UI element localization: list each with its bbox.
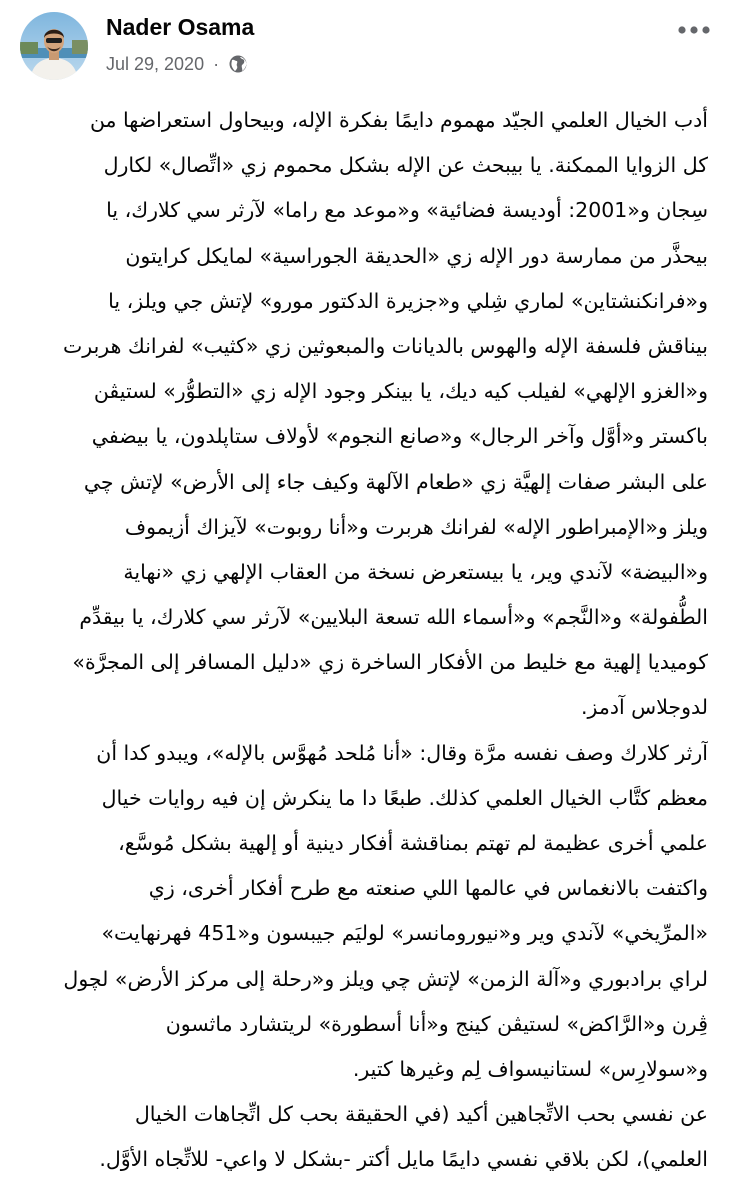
avatar-photo-icon: [20, 12, 88, 80]
more-options-button[interactable]: [672, 16, 716, 44]
post-text-line: أدب الخيال العلمي الجيّد مهموم دايمًا بفكرة الإله، وبيحاول استعراضها من: [89, 108, 708, 132]
post-meta: [106, 52, 248, 76]
post-text-line: بيناقش فلسفة الإله والهوس بالديانات والمبعوثين زي «كثيب» لفرانك هربرت: [62, 333, 708, 358]
post-text-line: كوميديا إلهية مع خليط من الأفكار الساخرة زي «دليل المسافر إلى المجرَّة»: [72, 650, 708, 675]
post-text-line: علمي أخرى عظيمة لم تهتم بمناقشة أفكار دينية أو إلهية بشكل مُوسَّع،: [118, 831, 708, 855]
post-text-line: الطُّفولة» و«النَّجم» و«أسماء الله تسعة البلايين» لآرثر سي كلارك، يا بيقدِّم: [79, 605, 708, 630]
post-text-line: و«فرانكنشتاين» لماري شِلي و«جزيرة الدكتور مورو» لإتش جي ويلز، يا: [108, 288, 708, 313]
post-text-line: عن نفسي بحب الاتِّجاهين أكيد (في الحقيقة بحب كل اتِّجاهات الخيال: [134, 1102, 708, 1127]
post-text-line: و«الغزو الإلهي» لفيلب كيه ديك، يا بينكر وجود الإله زي «التطوُّر» لستيڤن: [93, 379, 708, 404]
meta-separator: ·: [213, 53, 220, 74]
avatar[interactable]: [20, 12, 88, 80]
post-timestamp[interactable]: Jul 29, 2020: [106, 53, 205, 74]
post-text-line: لراي برادبوري و«آلة الزمن» لإتش چي ويلز و«رحلة إلى مركز الأرض» لچول: [63, 966, 708, 991]
post-text-line: ويلز و«الإمبراطور الإله» لفرانك هربرت و«أنا روبوت» لآيزاك أزيموف: [124, 514, 708, 539]
post-text-line: ڤِرن و«الرَّاكض» لستيڤن كينج و«أنا أسطورة» لريتشارد ماثسون: [165, 1011, 708, 1036]
post-header: [0, 0, 729, 100]
post-text-line: و«سولارِس» لستانيسواف لِم وغيرها كتير.: [352, 1056, 708, 1081]
post-text-line: باكستر و«أوَّل وآخر الرجال» و«صانع النجوم» لأولاف ستاپلدون، يا بيضفي: [91, 424, 708, 449]
post-text-line: معظم كتَّاب الخيال العلمي كذلك. طبعًا دا ما ينكرش إن فيه روايات خيال: [101, 785, 708, 810]
post-text-line: كل الزوايا الممكنة. يا بيبحث عن الإله بشكل محموم زي «اتِّصال» لكارل: [103, 153, 708, 178]
post-text-line: لدوجلاس آدمز.: [581, 695, 708, 720]
post-text-line: آرثر كلارك وصف نفسه مرَّة وقال: «أنا مُلحد مُهوَّس بالإله»، ويبدو كدا أن: [96, 740, 708, 765]
globe-icon[interactable]: [228, 54, 248, 74]
post-text-line: «المرِّيخي» لآندي وير و«نيورومانسر» لوليَم جيبسون و«451 فهرنهايت»: [101, 921, 708, 946]
post-text-line: و«البيضة» لآندي وير، يا بيستعرض نسخة من العقاب الإلهي زي «نهاية: [123, 559, 708, 584]
post-text-line: العلمي)، لكن بلاقي نفسي دايمًا مايل أكتر -بشكل لا واعي- للاتِّجاه الأوَّل.: [99, 1147, 708, 1172]
post-text-line: بيحذَّر من ممارسة دور الإله زي «الحديقة الجوراسية» لمايكل كرايتون: [125, 243, 708, 268]
more-horizontal-icon: [676, 25, 712, 35]
post-text: [28, 98, 708, 1183]
post-text-line: سِجان و«2001: أوديسة فضائية» و«موعد مع راما» لآرثر سي كلارك، يا: [106, 198, 708, 223]
author-name[interactable]: Nader Osama: [106, 14, 255, 40]
post-text-line: واكتفت بالانغماس في عالمها اللي صنعته مع طرح أفكار أخرى، زي: [148, 876, 708, 901]
post-text-line: على البشر صفات إلهيَّة زي «طعام الآلهة وكيف جاء إلى الأرض» لإتش چي: [83, 469, 708, 494]
